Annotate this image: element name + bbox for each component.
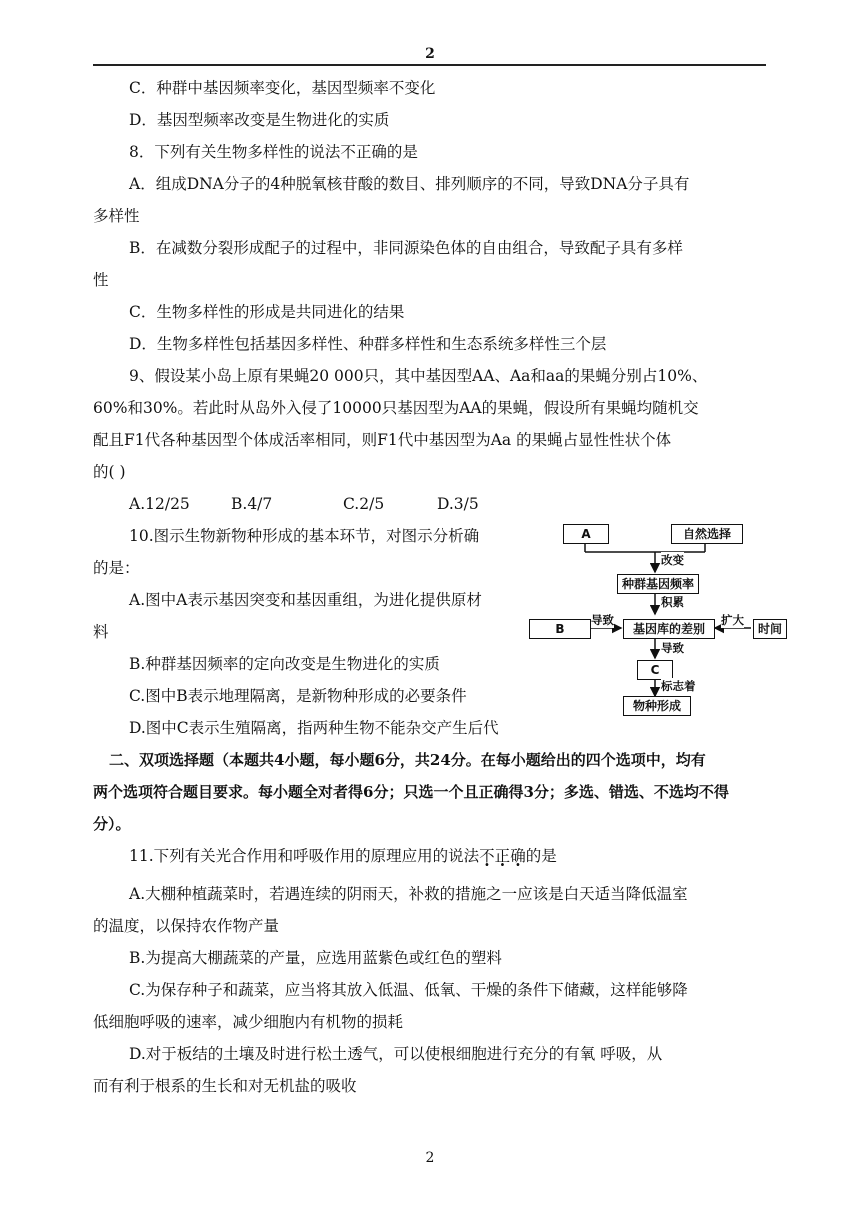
question-10-stem: 10.图示生物新物种形成的基本环节，对图示分析确 xyxy=(129,527,480,545)
box-a: A xyxy=(563,524,609,544)
label-accumulate: 积累 xyxy=(661,595,684,609)
text-line: D．基因型频率改变是生物进化的实质 xyxy=(129,111,390,129)
label-lead-1: 导致 xyxy=(591,613,614,627)
text-line: D.图中C表示生殖隔离，指两种生物不能杂交产生后代 xyxy=(129,719,499,737)
header-rule xyxy=(93,64,766,66)
text-line: B.种群基因频率的定向改变是生物进化的实质 xyxy=(129,655,440,673)
text-line: 的温度，以保持农作物产量 xyxy=(93,917,280,935)
text-line: 多样性 xyxy=(93,207,140,225)
text-line: 而有利于根系的生长和对无机盐的吸收 xyxy=(93,1077,357,1095)
text-line: B．在减数分裂形成配子的过程中，非同源染色体的自由组合，导致配子具有多样 xyxy=(129,239,683,257)
text-line: C.为保存种子和蔬菜，应当将其放入低温、低氧、干燥的条件下储藏，这样能够降 xyxy=(129,981,688,999)
emphasis-char: 正 xyxy=(494,847,511,865)
text-line: D．生物多样性包括基因多样性、种群多样性和生态系统多样性三个层 xyxy=(129,335,607,353)
option-a: A.12/25 xyxy=(129,495,190,513)
text-line: B.为提高大棚蔬菜的产量，应选用蓝紫色或红色的塑料 xyxy=(129,949,502,967)
option-d: D.3/5 xyxy=(437,495,479,513)
diagram-connectors xyxy=(525,518,787,716)
box-natural-selection: 自然选择 xyxy=(671,524,743,544)
text-line: A．组成DNA分子的4种脱氧核苷酸的数目、排列顺序的不同，导致DNA分子具有 xyxy=(129,175,690,193)
label-marker: 标志着 xyxy=(661,679,696,693)
text-line: 料 xyxy=(93,623,109,641)
box-c: C xyxy=(637,660,673,680)
text-line: D.对于板结的土壤及时进行松土透气，可以使根细胞进行充分的有氧 呼吸，从 xyxy=(129,1045,663,1063)
box-b: B xyxy=(529,619,591,639)
question-8-stem: 8．下列有关生物多样性的说法不正确的是 xyxy=(129,143,418,161)
text-line: C.图中B表示地理隔离，是新物种形成的必要条件 xyxy=(129,687,467,705)
option-b: B.4/7 xyxy=(231,495,273,513)
box-gene-pool-difference: 基因库的差别 xyxy=(623,619,715,639)
text-line: A.图中A表示基因突变和基因重组，为进化提供原材 xyxy=(129,591,482,609)
option-c: C.2/5 xyxy=(343,495,385,513)
label-expand: 扩大 xyxy=(721,613,744,627)
section-heading-cont: 分）。 xyxy=(93,815,131,833)
label-lead-2: 导致 xyxy=(661,641,684,655)
question-11-stem xyxy=(93,840,766,872)
text-line: 的是： xyxy=(93,559,140,577)
emphasis-char: 不 xyxy=(479,847,495,865)
text-line: 性 xyxy=(93,271,109,289)
speciation-diagram xyxy=(525,518,787,716)
label-change: 改变 xyxy=(661,553,684,567)
emphasis-char: 确 xyxy=(510,847,526,865)
section-heading: 二、双项选择题（本题共4小题，每小题6分，共24分。在每小题给出的四个选项中，均有 xyxy=(109,751,706,769)
text-line: C．种群中基因频率变化，基因型频率不变化 xyxy=(129,79,436,97)
page-number-top: 2 xyxy=(425,46,435,62)
question-9-stem: 9、假设某小岛上原有果蝇20 000只，其中基因型AA、Aa和aa的果蝇分别占10%、 xyxy=(129,367,708,385)
question-9-options xyxy=(93,488,766,520)
box-speciation: 物种形成 xyxy=(623,696,691,716)
text-line: 配且F1代各种基因型个体成活率相同，则F1代中基因型为Aa 的果蝇占显性性状个体 xyxy=(93,431,672,449)
page-number-bottom: 2 xyxy=(425,1150,435,1166)
stem-text: 11.下列有关光合作用和呼吸作用的原理应用的说法 xyxy=(129,847,480,865)
text-line: 低细胞呼吸的速率，减少细胞内有机物的损耗 xyxy=(93,1013,404,1031)
section-heading-cont: 两个选项符合题目要求。每小题全对者得6分；只选一个且正确得3分；多选、错选、不选均不得 xyxy=(93,783,729,801)
stem-text: 的是 xyxy=(525,847,557,865)
box-gene-frequency: 种群基因频率 xyxy=(617,574,699,594)
text-line: C．生物多样性的形成是共同进化的结果 xyxy=(129,303,405,321)
text-line: A.大棚种植蔬菜时，若遇连续的阴雨天，补救的措施之一应该是白天适当降低温室 xyxy=(129,885,688,903)
text-line: 60%和30%。若此时从岛外入侵了10000只基因型为AA的果蝇，假设所有果蝇均随机交 xyxy=(93,399,699,417)
box-time: 时间 xyxy=(753,619,787,639)
text-line: 的( ) xyxy=(93,463,126,481)
